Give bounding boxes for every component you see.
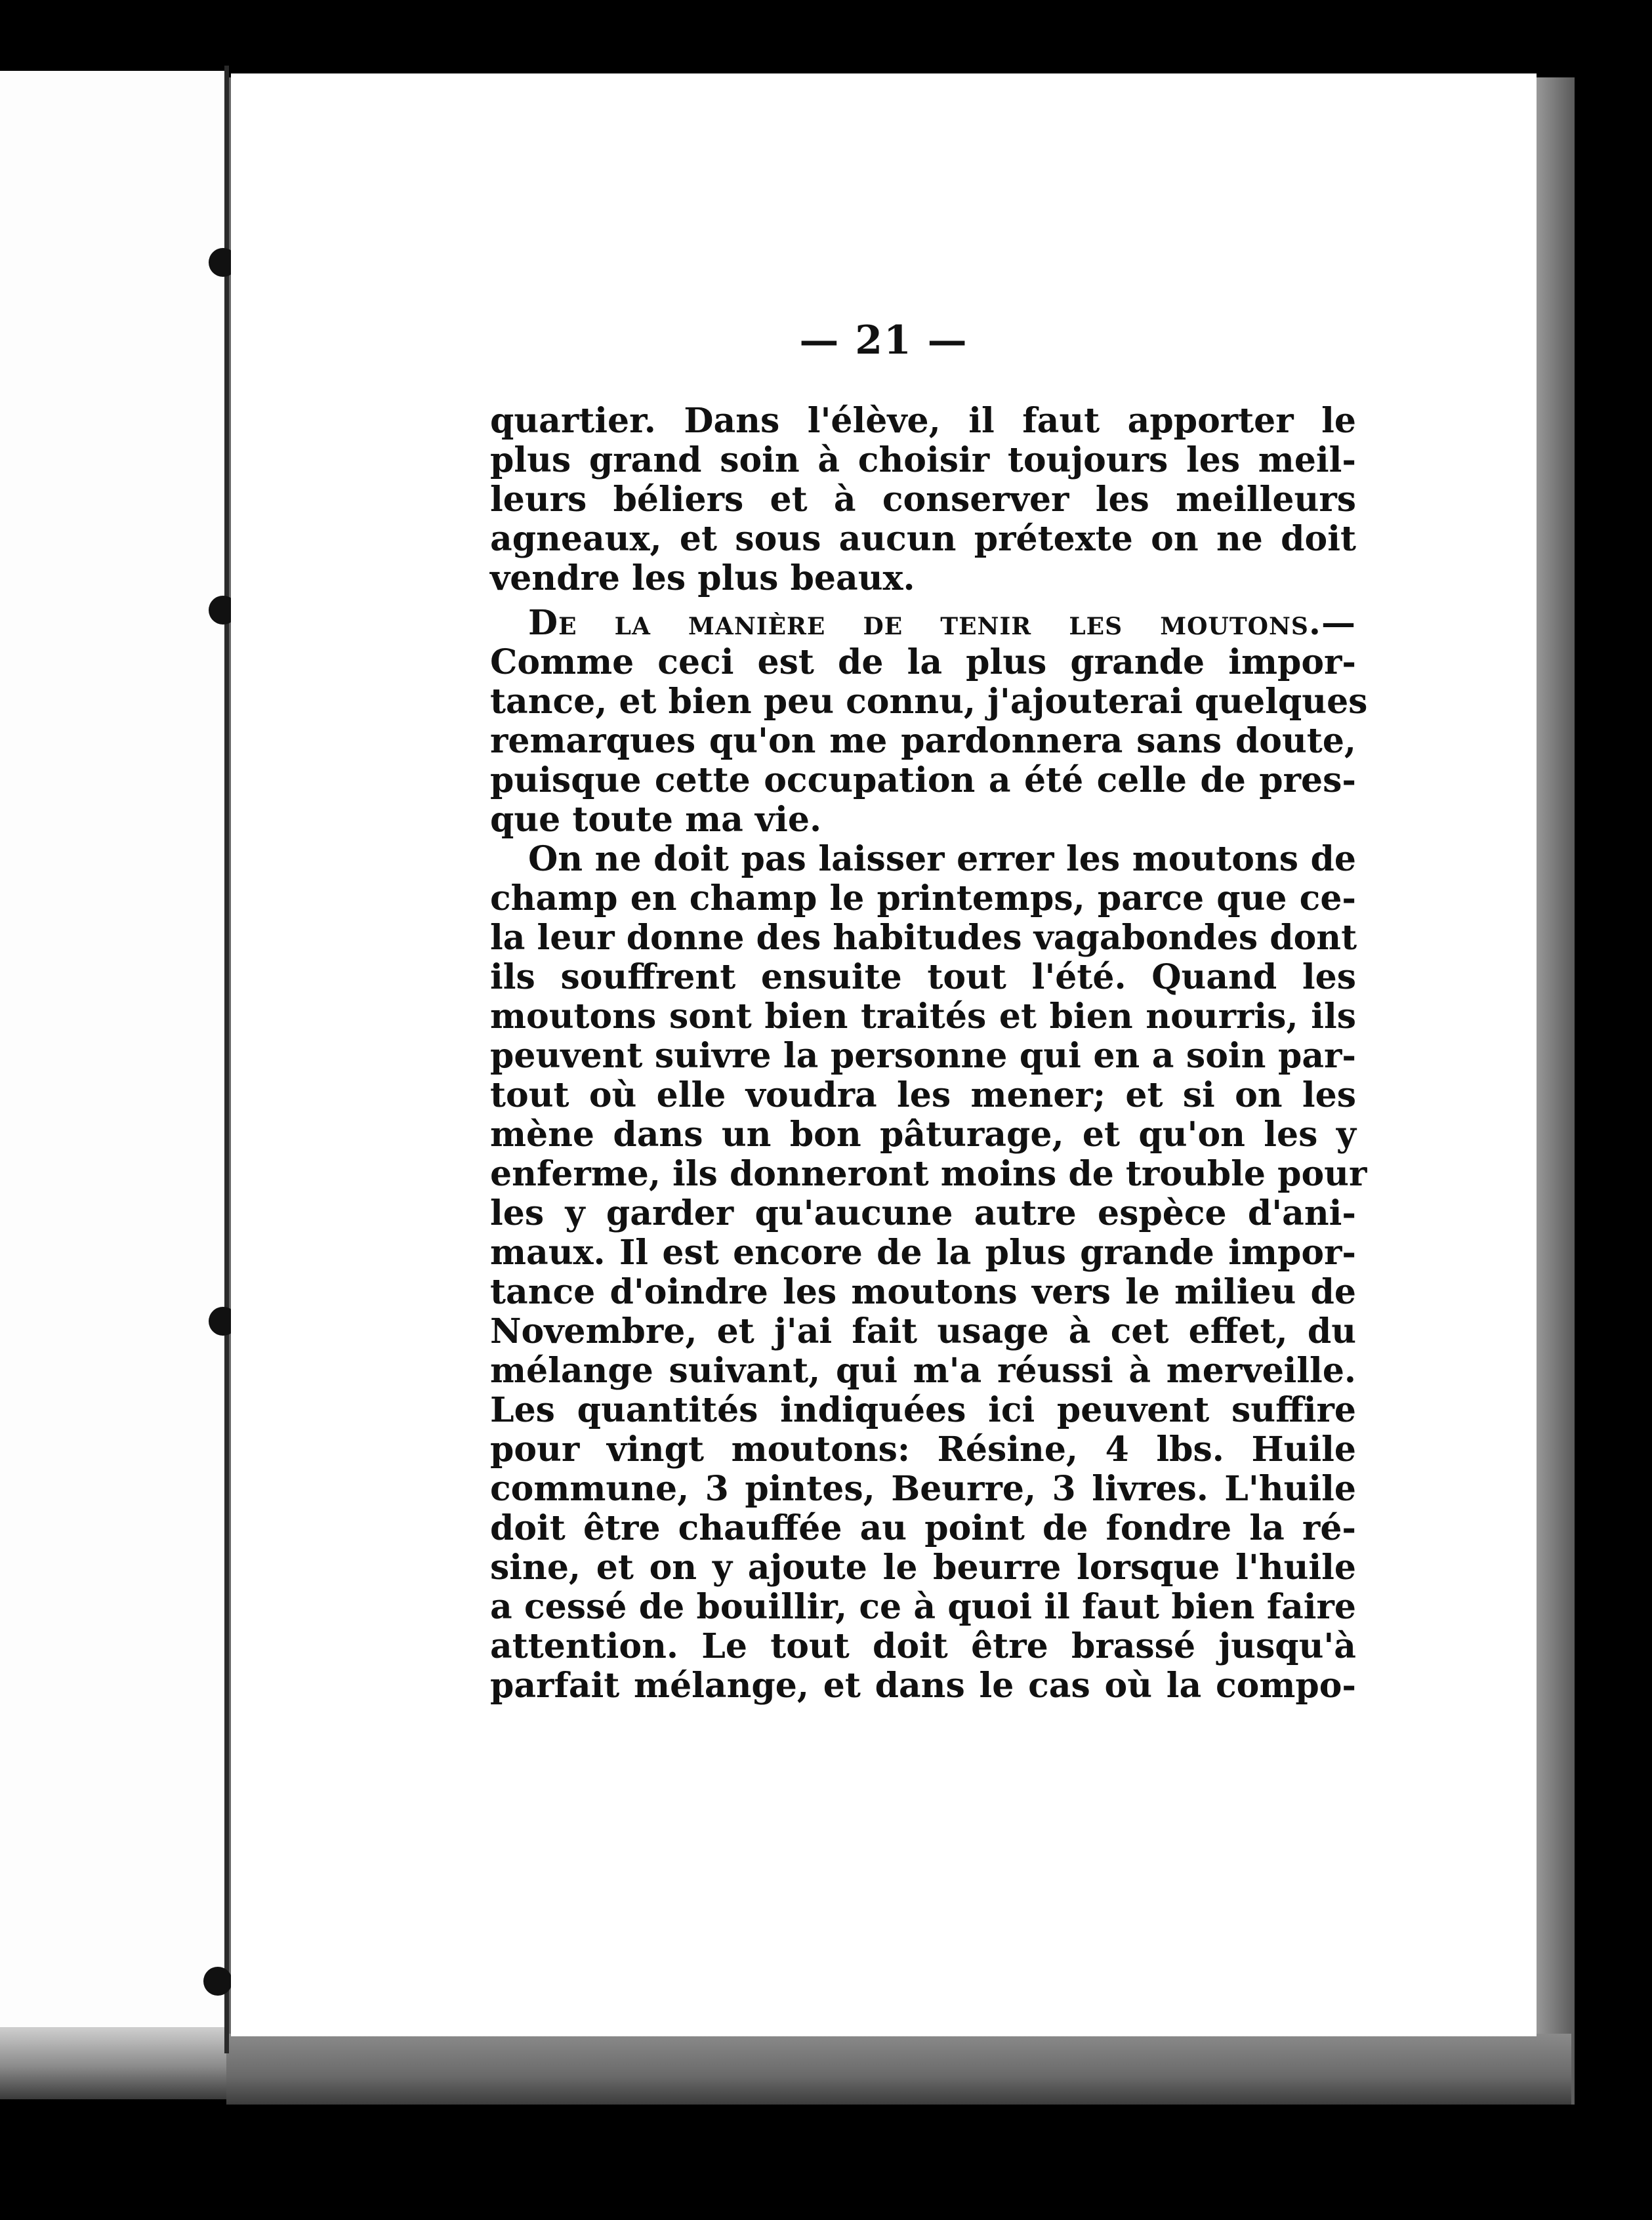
section-heading: De la manière de tenir les moutons.—: [528, 603, 1356, 643]
text-line: a cessé de bouillir, ce à quoi il faut bien faire: [490, 1587, 1356, 1627]
text-line: attention. Le tout doit être brassé jusqu'à: [490, 1626, 1356, 1666]
binding-spine: [224, 66, 229, 2053]
text-line: remarques qu'on me pardonnera sans doute,: [490, 721, 1356, 761]
text-line: commune, 3 pintes, Beurre, 3 livres. L'huile: [490, 1469, 1356, 1509]
page-number: — 21 —: [799, 318, 968, 363]
text-line: agneaux, et sous aucun prétexte on ne doit: [490, 519, 1356, 559]
text-line: sine, et on y ajoute le beurre lorsque l'huile: [490, 1548, 1356, 1588]
text-line: moutons sont bien traités et bien nourris, ils: [490, 997, 1356, 1037]
book-page: [231, 73, 1537, 2036]
text-line: doit être chauffée au point de fondre la ré-: [490, 1508, 1356, 1548]
text-line: pour vingt moutons: Résine, 4 lbs. Huile: [490, 1429, 1356, 1470]
text-line: Comme ceci est de la plus grande impor-: [490, 642, 1356, 682]
text-line: quartier. Dans l'élève, il faut apporter le: [490, 401, 1356, 441]
facing-page-fragment: [0, 71, 226, 2098]
text-line: ils souffrent ensuite tout l'été. Quand les: [490, 957, 1356, 997]
text-line: mélange suivant, qui m'a réussi à merveille.: [490, 1351, 1356, 1391]
text-line: enferme, ils donneront moins de trouble pour: [490, 1154, 1367, 1194]
facing-page-shadow: [0, 2027, 226, 2099]
text-line: puisque cette occupation a été celle de pres-: [490, 760, 1356, 800]
text-line: plus grand soin à choisir toujours les meil-: [490, 440, 1356, 480]
text-line: tance, et bien peu connu, j'ajouterai quelques: [490, 682, 1368, 722]
page-bottom-edge: [226, 2034, 1571, 2105]
text-line: la leur donne des habitudes vagabondes dont: [490, 918, 1357, 958]
body-text: [490, 401, 1368, 1706]
text-line: Novembre, et j'ai fait usage à cet effet, du: [490, 1311, 1356, 1351]
text-line: Les quantités indiquées ici peuvent suffire: [490, 1390, 1356, 1430]
text-line: les y garder qu'aucune autre espèce d'ani-: [490, 1193, 1356, 1233]
text-line: champ en champ le printemps, parce que ce-: [490, 878, 1356, 918]
text-line: maux. Il est encore de la plus grande impor-: [490, 1233, 1356, 1273]
text-line: parfait mélange, et dans le cas où la compo-: [490, 1666, 1356, 1706]
text-line: peuvent suivre la personne qui en a soin par-: [490, 1036, 1356, 1076]
text-line: On ne doit pas laisser errer les moutons de: [528, 839, 1356, 879]
binding-hole: [203, 1967, 232, 1996]
text-line: mène dans un bon pâturage, et qu'on les y: [490, 1115, 1356, 1155]
page-right-edge: [1535, 77, 1575, 2105]
text-line: que toute ma vie.: [490, 800, 822, 840]
text-line: vendre les plus beaux.: [490, 558, 915, 598]
text-line: tout où elle voudra les mener; et si on les: [490, 1075, 1356, 1115]
text-line: leurs béliers et à conserver les meilleurs: [490, 480, 1356, 520]
text-line: tance d'oindre les moutons vers le milieu de: [490, 1272, 1356, 1312]
